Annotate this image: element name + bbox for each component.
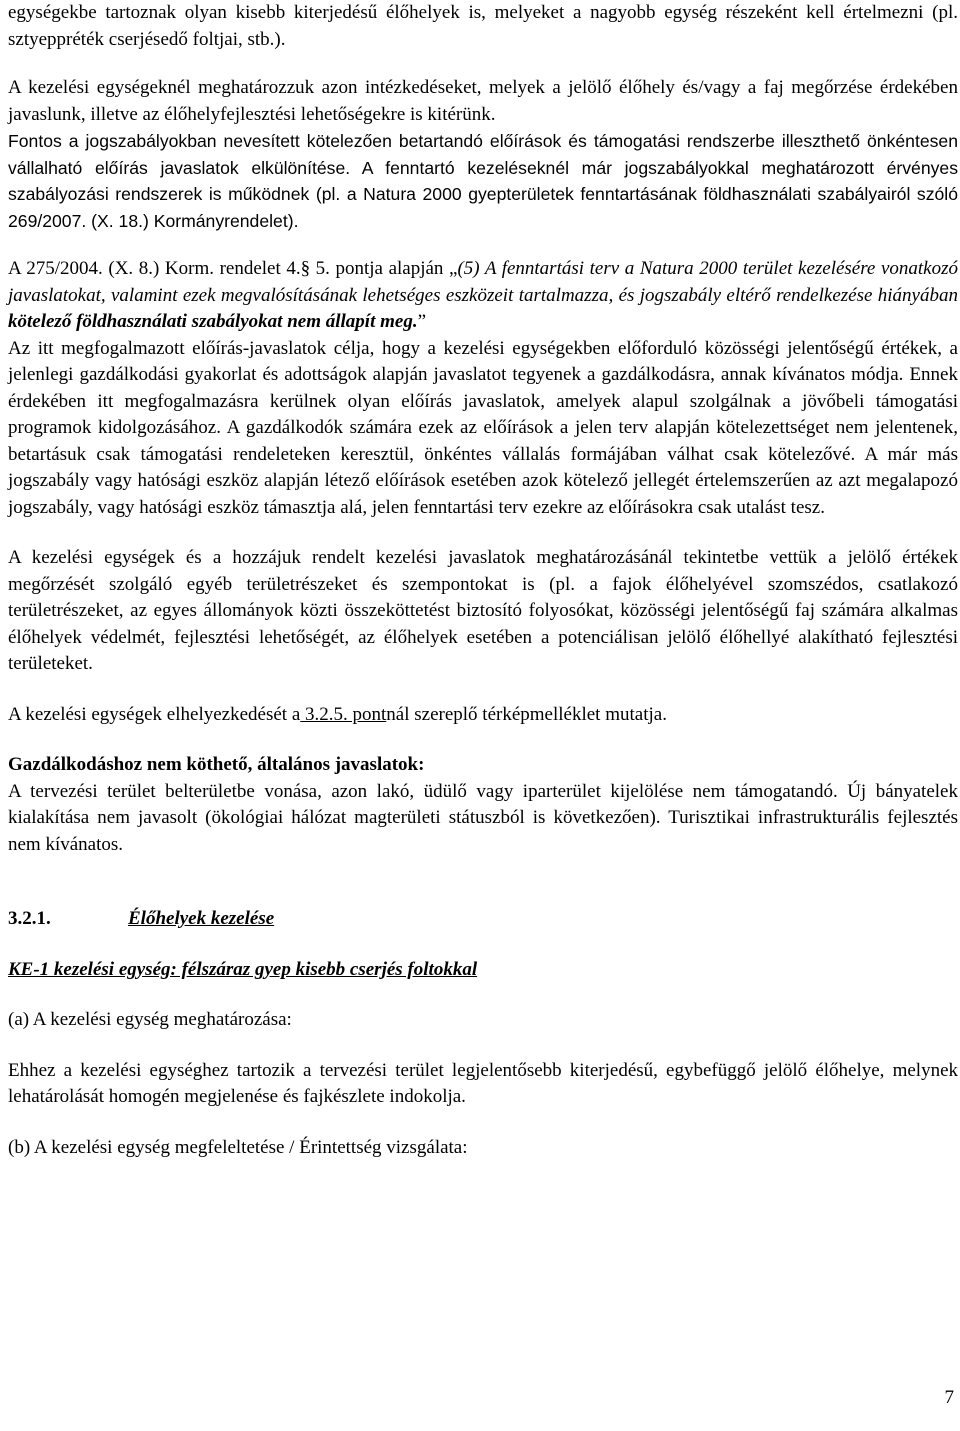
paragraph-management-measures: A kezelési egységeknél meghatározzuk azon intézkedéseket, melyek a jelölő élőhely és/vagy a faj megőrzése érdekében javaslunk, illetve az élőhelyfejlesztési lehetőségekre is kitérünk.: [8, 77, 958, 125]
section-heading: [8, 906, 958, 933]
paragraph-regulations: Fontos a jogszabályokban nevesített kötelezően betartandó előírások és támogatási rendszerbe illeszthető önkéntesen vállalható előírás javaslatok elkülönítése. A fenntartó kezeléseknél már jogszabályokkal meghatározott érvényes szabályozási rendszerek is működnek (pl. a Natura 2000 gyepterületek fenntartásának földhasználati szabályairól szóló 269/2007. (X. 18.) Kormányrendelet).: [8, 131, 958, 231]
general-recommendations-heading: Gazdálkodáshoz nem köthető, általános javaslatok:: [8, 754, 425, 775]
subheading-a: (a) A kezelési egység meghatározása:: [8, 1009, 292, 1030]
paragraph-management-units: A kezelési egységek és a hozzájuk rendelt kezelési javaslatok meghatározásánál tekintetbe vettük a jelölő értékek megőrzését szolgáló egyéb területrészeket és szempontokat is (pl. a fajok élőhelyével szomszédos, csatlakozó területrészeket, az egyes állományok közti összeköttetést biztosító folyosókat, közösségi jelentőségű faj számára alkalmas élőhelyek védelmét, fejlesztési lehetőségét, az élőhelyek esetében a potenciálisan jelölő élőhellyé alakítható fejlesztési területeket.: [8, 547, 958, 674]
paragraph-decree-quote: [8, 256, 958, 336]
paragraph-map-reference: [8, 702, 958, 729]
paragraph-recommendations-goal: Az itt megfogalmazott előírás-javaslatok célja, hogy a kezelési egységekben előforduló közösségi jelentőségű értékek, a jelenlegi gazdálkodási gyakorlat és adottságok alapján javaslatot tegyenek a gazdálkodásra, annak kívánatos módja. Ennek érdekében itt megfogalmazásra kerülnek olyan előírás javaslatok, amelyek alapul szolgálnak a jövőbeli támogatási programok kidolgozásához. A gazdálkodók számára ezek az előírások a jelen terv alapján kötelezettséget nem jelentenek, betartásuk csak támogatási rendeleteken keresztül, önkéntes vállalás formájában válhat csak kötelezővé. A már más jogszabály vagy hatósági eszköz alapján létező előírások esetében azok kötelező jellegét értelemszerűen az azt megalapozó jogszabály, vagy hatósági eszköz támasztja alá, jelen fenntartási terv ezekre az előírásokra csak utalást tesz.: [8, 337, 958, 518]
management-unit-title: KE-1 kezelési egység: félszáraz gyep kisebb cserjés foltokkal: [8, 958, 478, 980]
decree-quote-italic: (5) A fenntartási terv a Natura 2000 terület kezelésére vonatkozó javaslatokat, valamint ezek megvalósításának lehetséges eszközeit tartalmazza, és jogszabály eltérő rendelkezése hiányában: [8, 258, 958, 306]
document-page: [8, 0, 958, 1161]
general-recommendations-body: A tervezési terület belterületbe vonása, azon lakó, üdülő vagy iparterület kijelölése nem támogatandó. Új bányatelek kialakítása nem javasolt (ökológiai hálózat magterületi státuszból is következően). Turisztikai infrastrukturális fejlesztés nem kívánatos.: [8, 780, 958, 855]
section-number: 3.2.1.: [8, 908, 51, 929]
subheading-b: (b) A kezelési egység megfeleltetése / Érintettség vizsgálata:: [8, 1136, 468, 1158]
map-reference-text: A kezelési egységek elhelyezkedését a: [8, 703, 301, 725]
paragraph-unit-definition: Ehhez a kezelési egységhez tartozik a tervezési terület legjelentősebb kiterjedésű, egybefüggő jelölő élőhelye, melynek lehatárolását homogén megjelenése és fajkészlete indokolja.: [8, 1059, 958, 1107]
decree-reference-text: A 275/2004. (X. 8.) Korm. rendelet 4.§ 5. pontja alapján „: [8, 258, 458, 279]
decree-quote-close: ”: [417, 311, 427, 332]
section-title: Élőhelyek kezelése: [128, 908, 275, 929]
page-number: 7: [944, 1387, 954, 1408]
paragraph-continuation: egységekbe tartoznak olyan kisebb kiterjedésű élőhelyek is, melyeket a nagyobb egység részeként kell értelmezni (pl. sztyeppréték cserjésedő foltjai, stb.).: [8, 2, 958, 50]
decree-quote-bold: kötelező földhasználati szabályokat nem állapít meg.: [8, 311, 418, 332]
section-link[interactable]: 3.2.5. pont: [300, 703, 387, 725]
map-reference-suffix: nál szereplő térképmelléklet mutatja.: [386, 703, 667, 725]
